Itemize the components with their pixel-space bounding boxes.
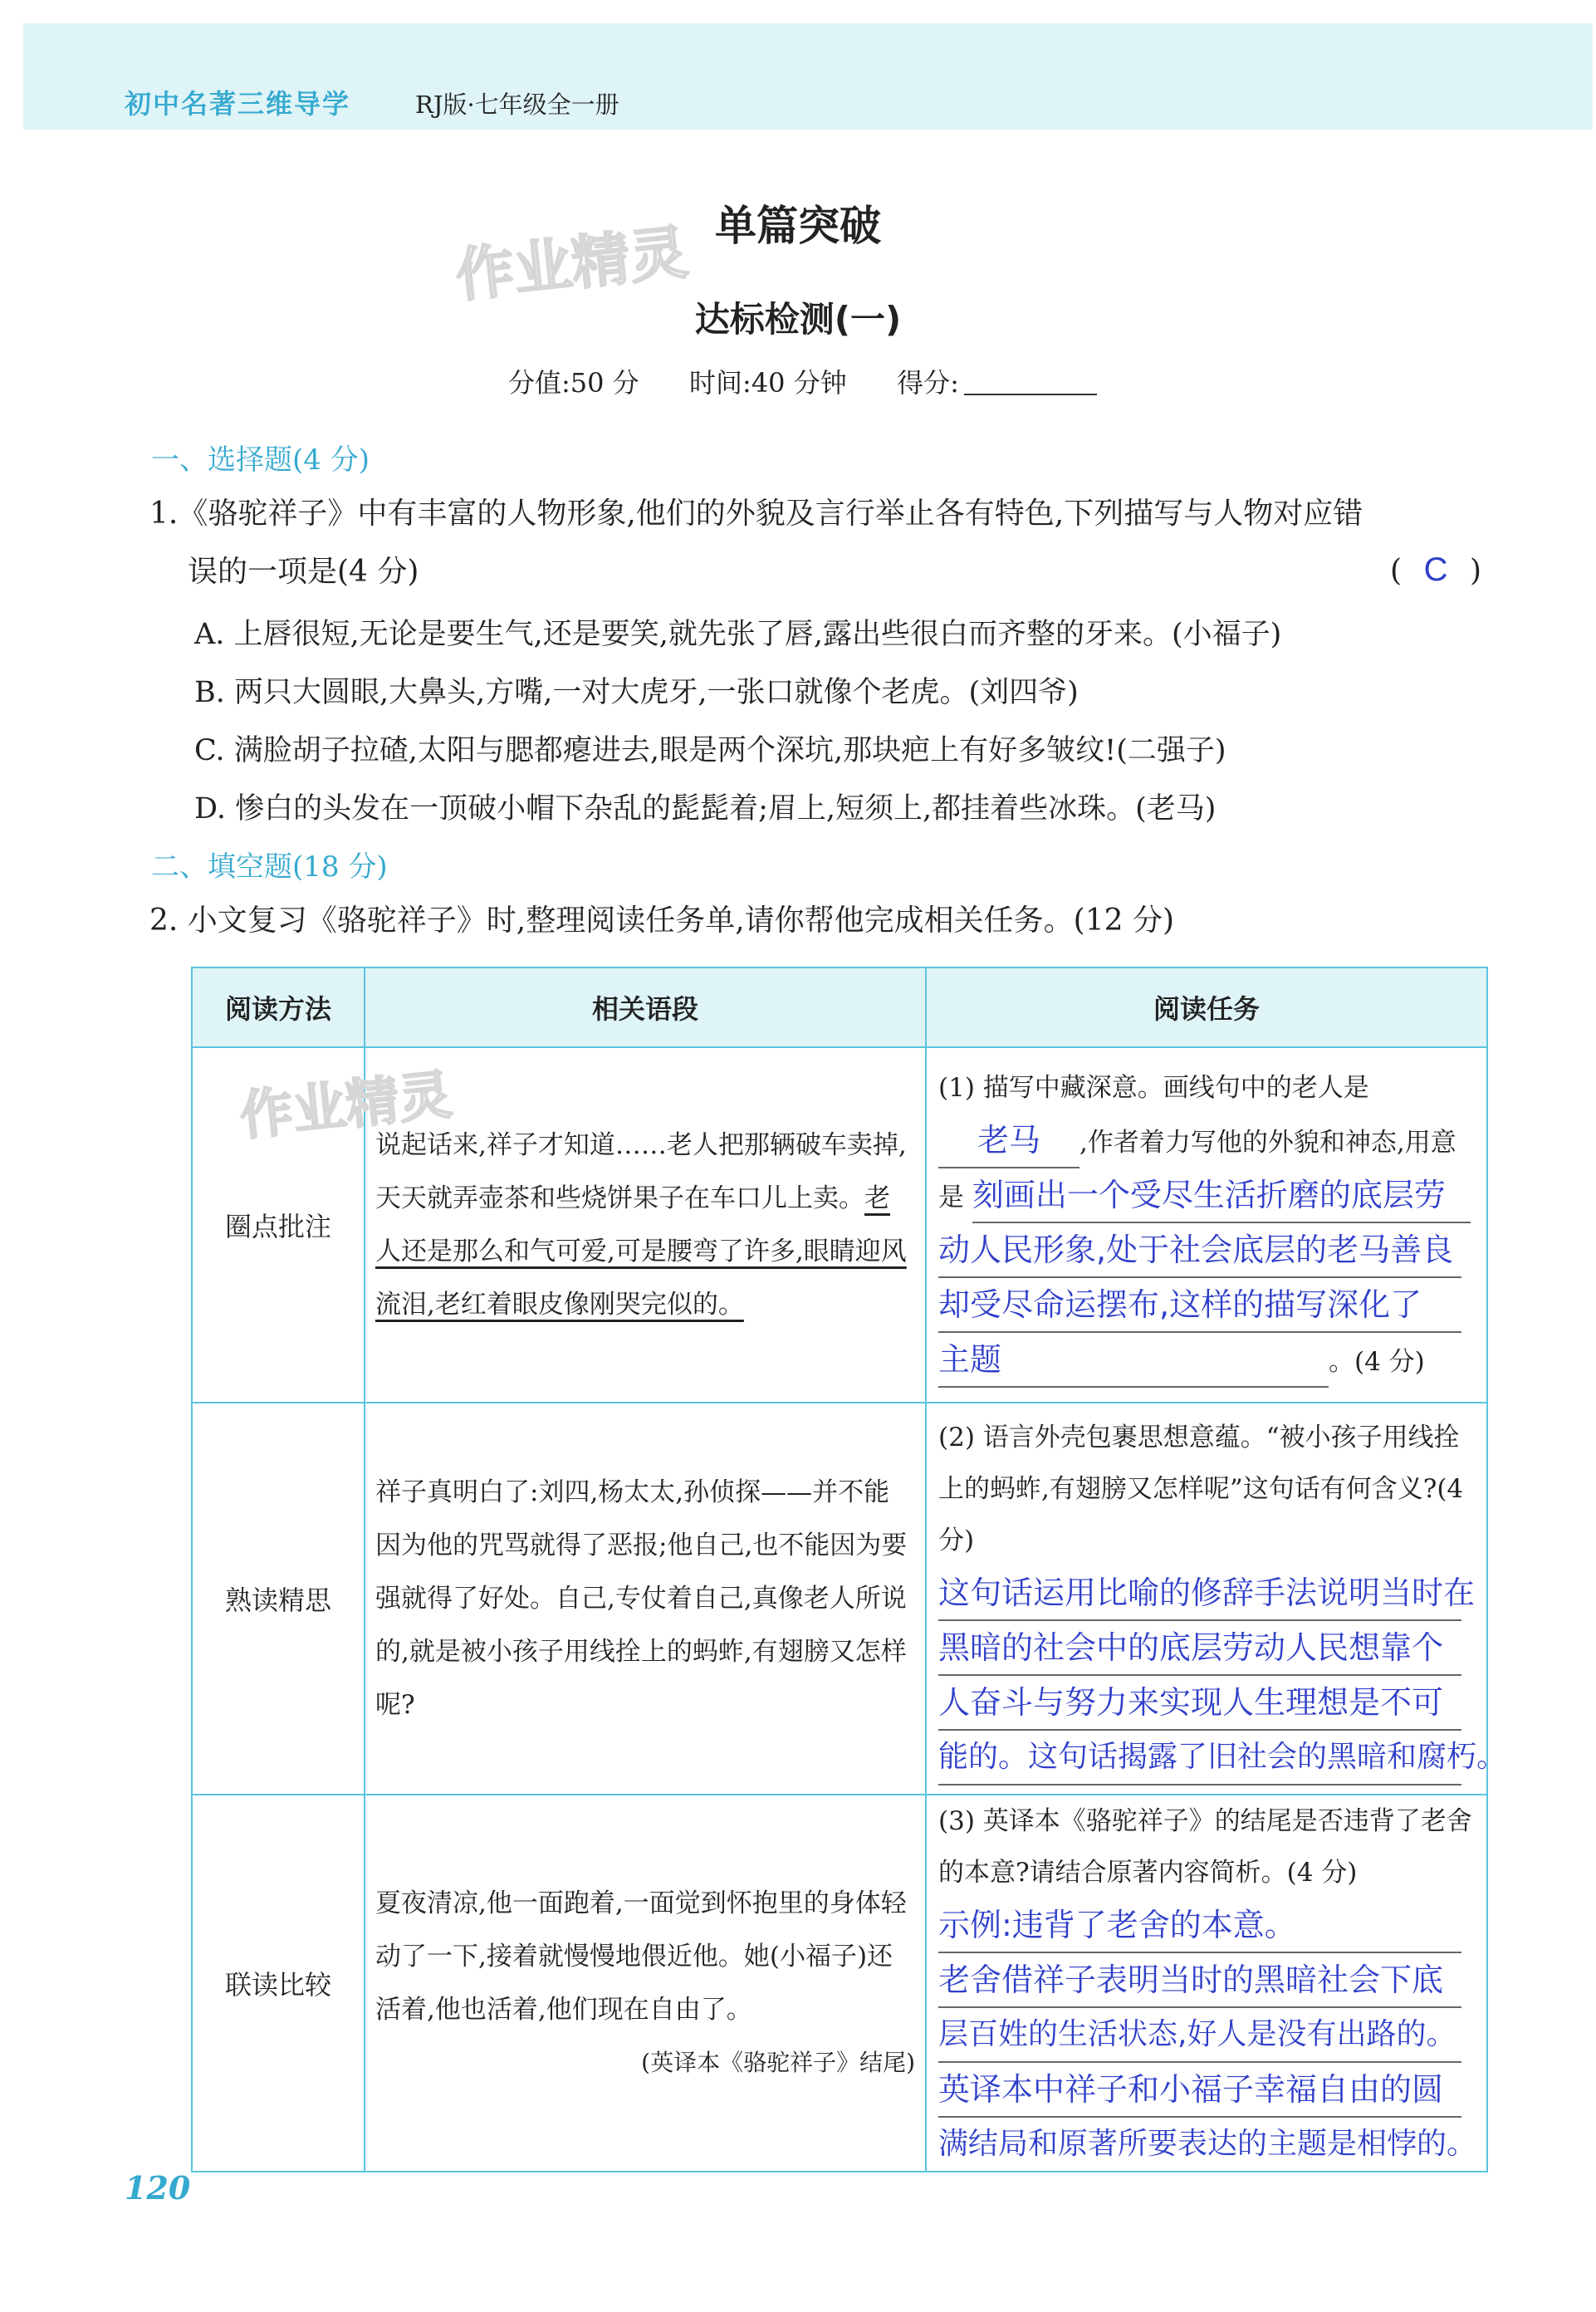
score-blank[interactable] <box>964 369 1097 395</box>
task-question-mid: ,作者着力写他的外貌和神态,用意是 <box>938 1128 1456 1212</box>
time-label: 时间:40 分钟 <box>689 367 847 399</box>
header-task: 阅读任务 <box>926 967 1487 1047</box>
table-header-row <box>192 967 1487 1047</box>
handwritten-answer-line[interactable]: 黑暗的社会中的底层劳动人民想靠个 <box>938 1621 1461 1676</box>
header-passage: 相关语段 <box>365 967 926 1047</box>
passage-text: 说起话来,祥子才知道……老人把那辆破车卖掉,天天就弄壶茶和些烧饼果子在车口儿上卖。 <box>375 1130 907 1213</box>
q1-stem-line1: 1.《骆驼祥子》中有丰富的人物形象,他们的外貌及言行举止各有特色,下列描写与人物对应错 <box>149 497 1363 531</box>
task-question: (1) 描写中藏深意。画线句中的老人是 <box>938 1073 1369 1103</box>
header-method: 阅读方法 <box>192 967 365 1047</box>
handwritten-answer-line[interactable]: 能的。这句话揭露了旧社会的黑暗和腐朽。 <box>938 1731 1461 1785</box>
answer-blank[interactable]: 老马 <box>938 1114 1080 1168</box>
q1-stem-line2: 误的一项是(4 分) <box>188 555 419 589</box>
handwritten-answer-line[interactable]: 老舍借祥子表明当时的黑暗社会下底 <box>938 1953 1461 2008</box>
page-subtitle: 达标检测(一) <box>694 299 902 340</box>
table-row <box>192 1795 1487 2172</box>
passage-cell: 祥子真明白了:刘四,杨太太,孙侦探——并不能因为他的咒骂就得了恶报;他自己,也不能因为要强就得了好处。自己,专仗着自己,真像老人所说的,就是被小孩子用线拴上的蚂蚱,有翅膀又怎样呢? <box>365 1403 926 1795</box>
q1-option-c[interactable]: C. 满脸胡子拉碴,太阳与腮都瘪进去,眼是两个深坑,那块疤上有好多皱纹!(二强子) <box>194 734 1226 767</box>
task-points: 。(4 分) <box>1329 1347 1425 1377</box>
passage-cell <box>365 1795 926 2172</box>
watermark: 作业精灵 <box>453 218 692 311</box>
score-label: 分值:50 分 <box>508 367 639 399</box>
passage-source: (英译本《骆驼祥子》结尾) <box>641 2049 915 2076</box>
page-title: 单篇突破 <box>715 202 881 250</box>
task-cell <box>926 1047 1487 1403</box>
page-number: 120 <box>125 2169 191 2207</box>
q1-answer-paren: ( C ) <box>1390 551 1482 588</box>
section-choice-heading: 一、选择题(4 分) <box>151 443 370 477</box>
book-brand: 初中名著三维导学 <box>125 88 351 120</box>
method-cell: 熟读精思 <box>192 1403 365 1795</box>
book-edition: RJ版·七年级全一册 <box>415 91 619 119</box>
method-cell: 联读比较 <box>192 1795 365 2172</box>
method-cell: 圈点批注 <box>192 1047 365 1403</box>
handwritten-answer-line[interactable]: 层百姓的生活状态,好人是没有出路的。 <box>938 2008 1461 2063</box>
test-meta <box>508 362 1097 400</box>
handwritten-answer-line[interactable]: 这句话运用比喻的修辞手法说明当时在 <box>938 1566 1461 1621</box>
watermark: 作业精灵 <box>237 1064 455 1149</box>
section-fill-heading: 二、填空题(18 分) <box>151 850 388 884</box>
handwritten-answer-line[interactable]: 满结局和原著所要表达的主题是相悖的。 <box>938 2127 1477 2161</box>
handwritten-answer-line[interactable]: 示例:违背了老舍的本意。 <box>938 1898 1461 1953</box>
task-cell <box>926 1403 1507 1795</box>
task-cell <box>926 1795 1487 2172</box>
q1-answer[interactable]: C <box>1423 551 1448 588</box>
handwritten-answer-line[interactable]: 却受尽命运摆布,这样的描写深化了 <box>938 1278 1461 1333</box>
passage-text: 夏夜清凉,他一面跑着,一面觉到怀抱里的身体轻动了一下,接着就慢慢地偎近他。她(小福子)还活着,他也活着,他们现在自由了。 <box>375 1888 907 2025</box>
underlined-sentence: 老人还是那么和气可爱,可是腰弯了许多,眼睛迎风流泪,老红着眼皮像刚哭完似的。 <box>375 1183 907 1320</box>
handwritten-answer-line[interactable]: 英译本中祥子和小福子幸福自由的圆 <box>938 2063 1461 2118</box>
q2-stem: 2. 小文复习《骆驼祥子》时,整理阅读任务单,请你帮他完成相关任务。(12 分) <box>149 904 1175 938</box>
result-label: 得分: <box>897 367 959 399</box>
handwritten-answer-line[interactable]: 刻画出一个受尽生活折磨的底层劳 <box>972 1168 1471 1223</box>
q1-option-d[interactable]: D. 惨白的头发在一顶破小帽下杂乱的髭髭着;眉上,短须上,都挂着些冰珠。(老马) <box>194 792 1217 825</box>
reading-task-table <box>191 967 1507 2172</box>
handwritten-answer-line[interactable]: 人奋斗与努力来实现人生理想是不可 <box>938 1676 1461 1731</box>
task-question: (3) 英译本《骆驼祥子》的结尾是否违背了老舍的本意?请结合原著内容简析。(4 分) <box>938 1806 1472 1888</box>
task-question: (2) 语言外壳包裹思想意蕴。“被小孩子用线拴上的蚂蚱,有翅膀又怎样呢”这句话有何含义?(4 分) <box>938 1423 1464 1555</box>
q1-option-b[interactable]: B. 两只大圆眼,大鼻头,方嘴,一对大虎牙,一张口就像个老虎。(刘四爷) <box>194 676 1079 709</box>
handwritten-answer-line[interactable]: 动人民形象,处于社会底层的老马善良 <box>938 1223 1461 1278</box>
table-row <box>192 1403 1487 1795</box>
handwritten-answer-line[interactable]: 主题 <box>938 1333 1329 1388</box>
q1-option-a[interactable]: A. 上唇很短,无论是要生气,还是要笑,就先张了唇,露出些很白而齐整的牙来。(小福子) <box>194 618 1282 651</box>
